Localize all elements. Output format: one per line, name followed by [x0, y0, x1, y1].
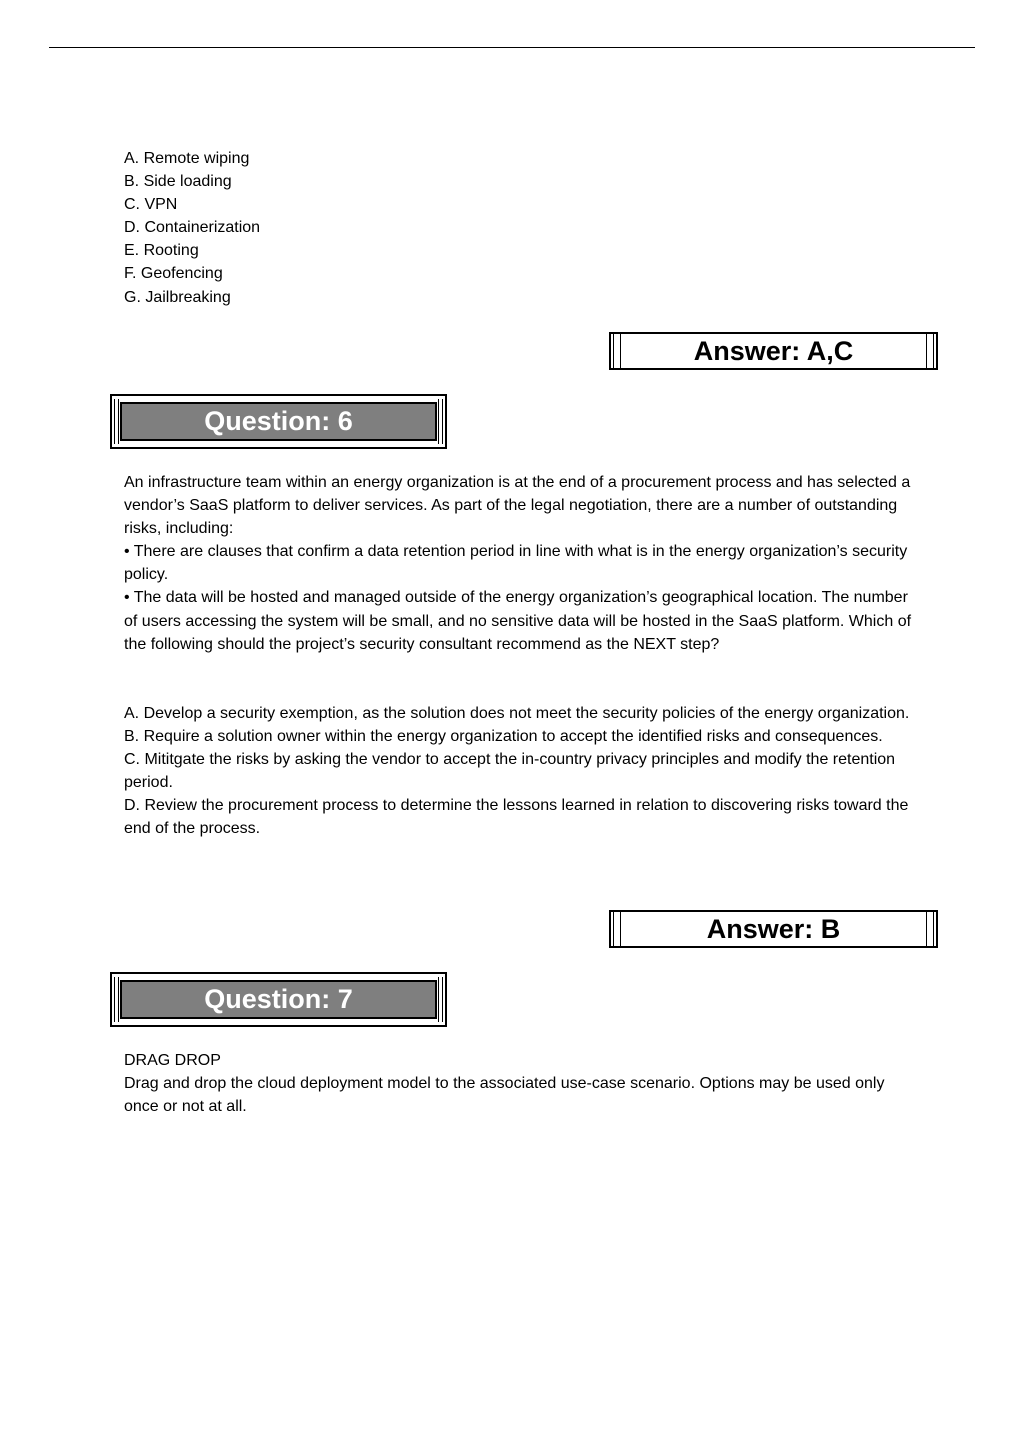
q6-option-d: D. Review the procurement process to determine the lessons learned in relation to discovering risks toward the end of the process. — [124, 797, 909, 838]
q5-options — [124, 147, 260, 309]
q5-option-e: E. Rooting — [124, 242, 199, 260]
q6-options — [124, 702, 914, 841]
q6-stem-intro: An infrastructure team within an energy organization is at the end of a procurement process and has selected a vendor’s SaaS platform to deliver services. As part of the legal negotiation, there are a number of outstanding risks, including: — [124, 474, 911, 538]
q7-type: DRAG DROP — [124, 1052, 221, 1069]
q5-option-b: B. Side loading — [124, 173, 232, 191]
q6-stem-bullet-2: • The data will be hosted and managed outside of the energy organization’s geographical location. The number of users accessing the system will be small, and no sensitive data will be hosted in the SaaS platform. Which of the following should the project’s security consultant recommend as the NEXT step? — [124, 589, 912, 653]
q5-option-g: G. Jailbreaking — [124, 288, 231, 306]
q6-answer-box — [609, 910, 938, 948]
q6-answer: Answer: B — [706, 913, 841, 944]
q5-answer: Answer: A,C — [693, 335, 854, 366]
q7-body: Drag and drop the cloud deployment model to the associated use-case scenario. Options may be used only once or not at all. — [124, 1075, 885, 1116]
q5-option-d: D. Containerization — [124, 219, 261, 237]
q6-heading: Question: 6 — [204, 406, 353, 436]
q7-heading-box — [110, 972, 447, 1027]
q5-option-c: C. VPN — [124, 196, 178, 214]
q7-stem — [124, 1049, 914, 1118]
q6-heading-box — [110, 394, 447, 449]
header-rule — [49, 47, 975, 48]
q5-option-a: A. Remote wiping — [124, 150, 250, 167]
q6-option-c: C. Mititgate the risks by asking the vendor to accept the in-country privacy principles and modify the retention period. — [124, 751, 896, 792]
q6-option-a: A. Develop a security exemption, as the solution does not meet the security policies of the energy organization. — [124, 705, 910, 722]
q7-heading: Question: 7 — [204, 984, 353, 1014]
q6-stem — [124, 471, 914, 656]
q5-answer-box — [609, 332, 938, 370]
q6-option-b: B. Require a solution owner within the energy organization to accept the identified risks and consequences. — [124, 728, 883, 746]
q6-stem-bullet-1: • There are clauses that confirm a data retention period in line with what is in the energy organization’s security policy. — [124, 543, 908, 584]
q5-option-f: F. Geofencing — [124, 265, 223, 283]
